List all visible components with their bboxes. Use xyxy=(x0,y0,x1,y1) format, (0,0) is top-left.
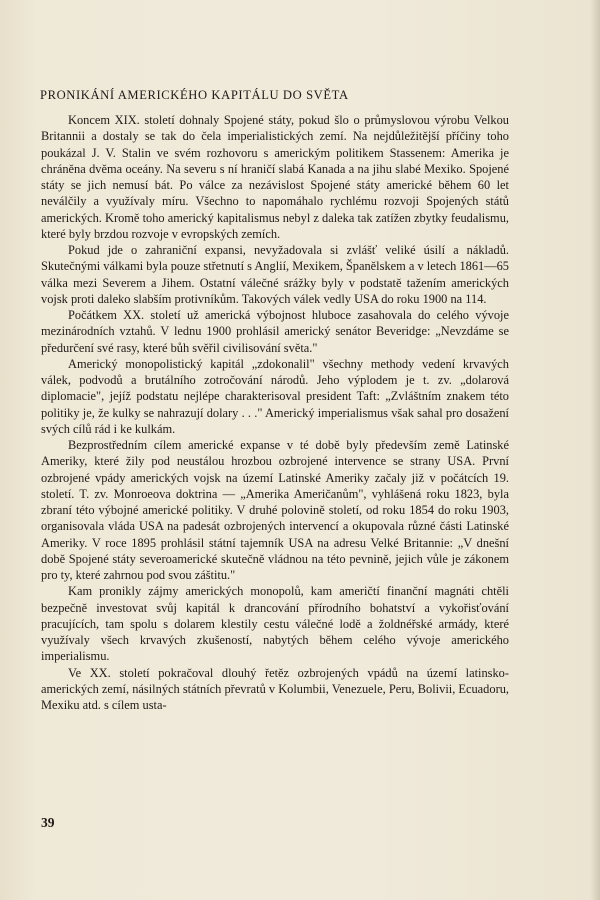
body-text xyxy=(41,112,509,713)
paragraph-5: Bezprostředním cílem americké expanse v té době byly především země Latinské Ameriky, které žily pod neustálou hrozbou ozbrojené intervence se strany USA. První ozbrojené vpády amerických vojsk na území Latinské Ameriky začaly již v počátcích 19. století. T. zv. Monroeova doktrina — „Amerika Američanům", vyhlášená roku 1823, byla zbraní této výbojné americké politiky. V druhé polovině století, od roku 1854 do roku 1903, organisovala vláda USA na padesát ozbrojených intervencí a okupovala různé části Latinské Ameriky. V roce 1895 prohlásil státní tajemník USA na adresu Velké Britannie: „V dnešní době Spojené státy severoamerické skutečně vládnou na této pevnině, jejich vůle je zákonem pro ty, které zahrnou pod svou záštitu." xyxy=(41,438,509,582)
page-edge-shadow xyxy=(590,0,600,900)
paragraph-4: Americký monopolistický kapitál „zdokonalil" všechny methody vedení krvavých válek, podvodů a brutálního zotročování národů. Jeho výplodem je t. zv. „dolarová diplomacie", jejíž podstatu nejlépe charakterisoval president Taft: „Zvláštním znakem této politiky je, že kulky se nahrazují dolary . . ." Americký imperialismus však sahal pro dosažení svých cílů rád i ke kulkám. xyxy=(41,356,509,436)
paragraph-3: Počátkem XX. století už americká výbojnost hluboce zasahovala do celého vývoje mezinárodních vztahů. V lednu 1900 prohlásil americký senátor Beveridge: „Nevzdáme se předurčení své rasy, které bůh svěřil civilisování světa." xyxy=(41,308,509,355)
paragraph-6: Kam pronikly zájmy amerických monopolů, kam američtí finanční magnáti chtěli bezpečně investovat svůj kapitál k drancování přírodního bohatství a vykořisťování pracujících, tam spolu s dolarem klestily cestu válečné lodě a žoldnéřské armády, které využívaly všech krvavých zkušeností, nabytých během celého vývoje amerického imperialismu. xyxy=(41,584,509,664)
chapter-heading: PRONIKÁNÍ AMERICKÉHO KAPITÁLU DO SVĚTA xyxy=(40,88,349,102)
paragraph-1: Koncem XIX. století dohnaly Spojené státy, pokud šlo o průmyslovou výrobu Velkou Britannii a dostaly se tak do čela imperialistických zemí. Na nejdůležitější příčiny toho poukázal J. V. Stalin ve svém rozhovoru s americkým politikem Stassenem: Amerika je chráněna dvěma oceány. Na severu s ní hraničí slabá Kanada a na jihu slabé Mexiko. Spojené státy se jich nemusí bát. Po válce za nezávislost Spojené státy americké během 60 let neválčily a využívaly míru. Všechno to napomáhalo rychlému rozvoji Spojených států amerických. Kromě toho americký kapitalismus nebyl z daleka tak zatížen zbytky feudalismu, které byly brzdou rozvoje v evropských zemích. xyxy=(41,113,509,241)
paragraph-7: Ve XX. století pokračoval dlouhý řetěz ozbrojených vpádů na území latinsko-amerických zemí, násilných státních převratů v Kolumbii, Venezuele, Peru, Bolivii, Ecuadoru, Mexiku atd. s cílem usta- xyxy=(41,665,509,712)
paragraph-2: Pokud jde o zahraniční expansi, nevyžadovala si zvlášť veliké úsilí a nákladů. Skutečnými válkami byla pouze střetnutí s Anglií, Mexikem, Španělskem a v letech 1861—65 válka mezi Severem a Jihem. Ostatní válečné srážky byly v podstatě tažením amerických vojsk proti daleko slabším protivníkům. Takových válek vedly USA do roku 1900 na 114. xyxy=(41,243,510,306)
page-number: 39 xyxy=(41,815,55,830)
